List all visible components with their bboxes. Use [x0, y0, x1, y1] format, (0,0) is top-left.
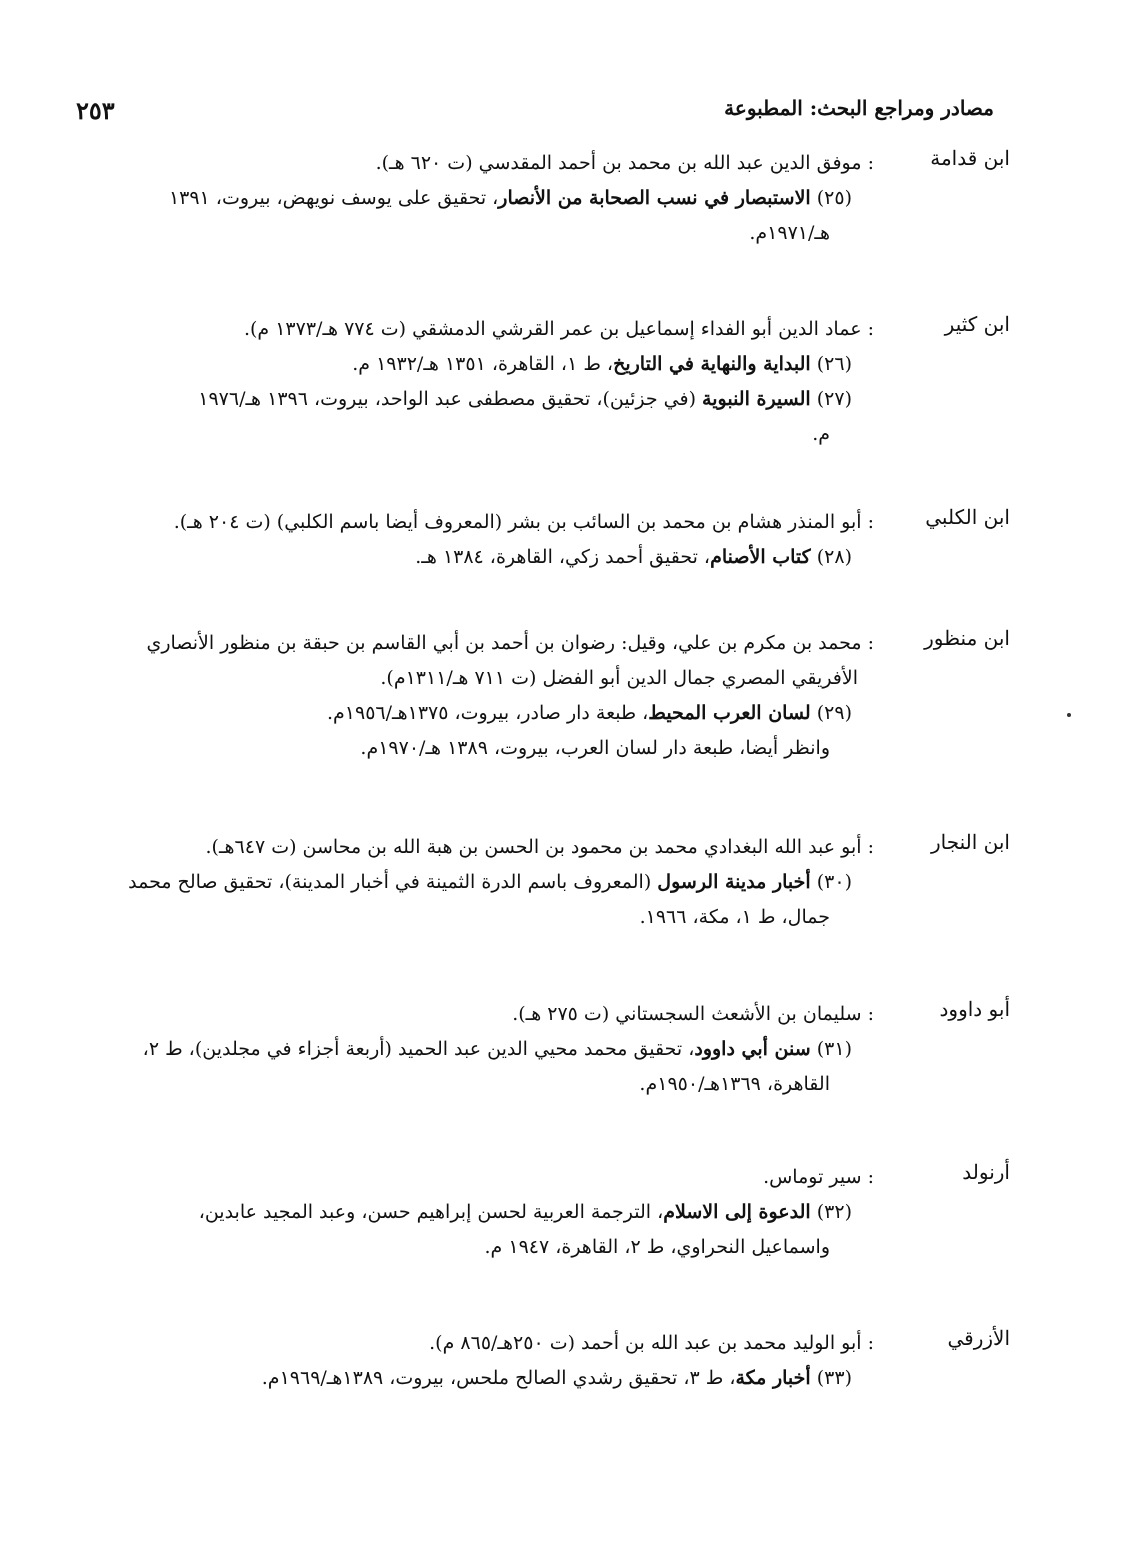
work-line	[100, 1195, 874, 1230]
author-full-name: سير توماس.	[763, 1166, 862, 1188]
scan-speck	[1067, 713, 1071, 717]
author-name: ابن قدامة	[930, 146, 1010, 170]
entry-body	[100, 505, 874, 575]
author-name: أرنولد	[962, 1160, 1010, 1184]
author-full-name: أبو عبد الله البغدادي محمد بن محمود بن الحسن بن هبة الله بن محاسن (ت ٦٤٧هـ).	[205, 836, 862, 858]
work-details: ، طبعة دار صادر، بيروت، ١٣٧٥هـ/١٩٥٦م.	[326, 702, 649, 724]
colon-separator: :	[867, 152, 874, 174]
page-number: ٢٥٣	[76, 96, 115, 125]
work-line	[100, 696, 874, 731]
author-full-name-continuation: الأفريقي المصري جمال الدين أبو الفضل (ت ٧١١ هـ/١٣١١م).	[380, 667, 858, 689]
author-full-name: سليمان بن الأشعث السجستاني (ت ٢٧٥ هـ).	[512, 1003, 862, 1025]
work-continuation: هـ/١٩٧١م.	[749, 222, 830, 244]
entry-body	[100, 830, 874, 935]
work-line	[100, 181, 874, 216]
work-continuation: واسماعيل النحراوي، ط ٢، القاهرة، ١٩٤٧ م.	[484, 1236, 830, 1258]
work-line	[100, 1032, 874, 1067]
work-line	[100, 1361, 874, 1396]
colon-separator: :	[867, 1003, 874, 1025]
author-full-name: أبو المنذر هشام بن محمد بن السائب بن بشر (المعروف أيضا باسم الكلبي) (ت ٢٠٤ هـ).	[173, 511, 862, 533]
work-number: (٢٧)	[816, 388, 852, 410]
work-line	[100, 347, 874, 382]
entry-body	[100, 1160, 874, 1265]
work-details: (في جزئين)، تحقيق مصطفى عبد الواحد، بيروت، ١٣٩٦ هـ/١٩٧٦	[198, 388, 703, 410]
work-details: ، تحقيق على يوسف نويهض، بيروت، ١٣٩١	[168, 187, 499, 209]
work-title: أخبار مكة	[735, 1367, 811, 1389]
work-title: كتاب الأصنام	[710, 546, 811, 568]
author-name: ابن منظور	[924, 626, 1010, 650]
colon-separator: :	[867, 836, 874, 858]
work-line	[100, 382, 874, 417]
work-number: (٣١)	[816, 1038, 852, 1060]
work-details: (المعروف باسم الدرة الثمينة في أخبار المدينة)، تحقيق صالح محمد	[128, 871, 658, 893]
work-number: (٢٩)	[816, 702, 852, 724]
author-name: ابن النجار	[930, 830, 1010, 854]
work-number: (٣٣)	[816, 1367, 852, 1389]
colon-separator: :	[867, 632, 874, 654]
entry-body	[100, 1326, 874, 1396]
colon-separator: :	[867, 511, 874, 533]
work-number: (٢٥)	[816, 187, 852, 209]
author-full-name: محمد بن مكرم بن علي، وقيل: رضوان بن أحمد بن أبي القاسم بن حبقة بن منظور الأنصاري	[146, 632, 862, 654]
work-details: ، الترجمة العربية لحسن إبراهيم حسن، وعبد المجيد عابدين،	[198, 1201, 664, 1223]
work-continuation: وانظر أيضا، طبعة دار لسان العرب، بيروت، ١٣٨٩ هـ/١٩٧٠م.	[360, 737, 830, 759]
work-title: الاستبصار في نسب الصحابة من الأنصار	[498, 187, 811, 209]
author-full-name: عماد الدين أبو الفداء إسماعيل بن عمر القرشي الدمشقي (ت ٧٧٤ هـ/١٣٧٣ م).	[243, 318, 862, 340]
work-title: لسان العرب المحيط	[648, 702, 811, 724]
work-number: (٢٨)	[816, 546, 852, 568]
colon-separator: :	[867, 318, 874, 340]
running-header: مصادر ومراجع البحث: المطبوعة	[724, 96, 994, 120]
entry-body	[100, 626, 874, 766]
author-name: ابن الكلبي	[925, 505, 1010, 529]
work-line	[100, 540, 874, 575]
work-details: ، تحقيق محمد محيي الدين عبد الحميد (أربعة أجزاء في مجلدين)، ط ٢،	[142, 1038, 695, 1060]
entry-body	[100, 146, 874, 251]
work-continuation: جمال، ط ١، مكة، ١٩٦٦.	[639, 906, 830, 928]
colon-separator: :	[867, 1332, 874, 1354]
work-line	[100, 865, 874, 900]
work-title: البداية والنهاية في التاريخ	[613, 353, 811, 375]
work-title: أخبار مدينة الرسول	[657, 871, 811, 893]
work-number: (٣٢)	[816, 1201, 852, 1223]
work-title: السيرة النبوية	[702, 388, 811, 410]
work-details: ، تحقيق أحمد زكي، القاهرة، ١٣٨٤ هـ.	[415, 546, 711, 568]
work-continuation: القاهرة، ١٣٦٩هـ/١٩٥٠م.	[639, 1073, 830, 1095]
colon-separator: :	[867, 1166, 874, 1188]
entry-body	[100, 997, 874, 1102]
author-full-name: أبو الوليد محمد بن عبد الله بن أحمد (ت ٢٥٠هـ/٨٦٥ م).	[429, 1332, 862, 1354]
work-continuation: م.	[812, 423, 830, 445]
author-name: الأزرقي	[947, 1326, 1010, 1350]
author-name: أبو داوود	[939, 997, 1010, 1021]
work-details: ، ط ١، القاهرة، ١٣٥١ هـ/١٩٣٢ م.	[352, 353, 614, 375]
entry-body	[100, 312, 874, 452]
work-title: سنن أبي داوود	[694, 1038, 811, 1060]
work-details: ، ط ٣، تحقيق رشدي الصالح ملحس، بيروت، ١٣٨٩هـ/١٩٦٩م.	[261, 1367, 736, 1389]
work-number: (٣٠)	[816, 871, 852, 893]
work-number: (٢٦)	[816, 353, 852, 375]
work-title: الدعوة إلى الاسلام	[663, 1201, 811, 1223]
author-full-name: موفق الدين عبد الله بن محمد بن أحمد المقدسي (ت ٦٢٠ هـ).	[375, 152, 862, 174]
author-name: ابن كثير	[944, 312, 1010, 336]
